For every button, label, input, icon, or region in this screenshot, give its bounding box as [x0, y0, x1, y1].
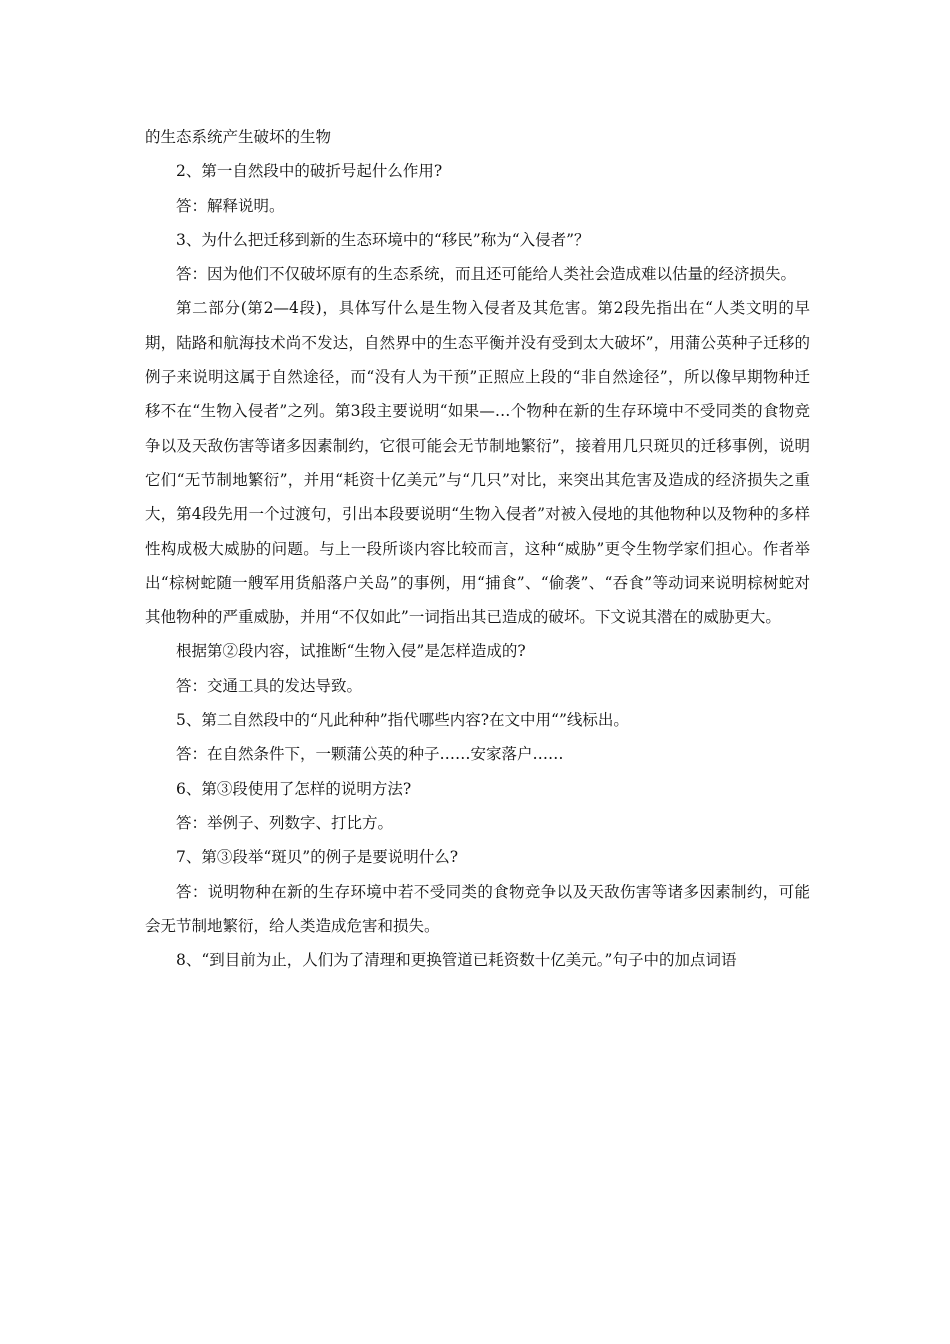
answer-4: 答：交通工具的发达导致。 — [176, 676, 363, 695]
question-7: 7、第③段举“斑贝”的例子是要说明什么? — [176, 848, 459, 867]
question-2: 2、第一自然段中的破折号起什么作用? — [176, 162, 443, 181]
part-two-analysis: 第二部分(第2—4段)，具体写什么是生物入侵者及其危害。第2段先指出在“人类文明的早期，陆路和航海技术尚不发达，自然界中的生态平衡并没有受到太大破坏”，用蒲公英种子迁移的例子来说明这属于自然途径，而“没有人为干预”正照应上段的“非自然途径”，所以像早期物种迁移不在“生物入侵者”之列。第3段主要说明“如果—…个物种在新的生存环境中不受同类的食物竞争以及天敌伤害等诸多因素制约，它很可能会无节制地繁衍”，接着用几只斑贝的迁移事例，说明它们“无节制地繁衍”，并用“耗资十亿美元”与“几只”对比，来突出其危害及造成的经济损失之重大，第4段先用一个过渡句，引出本段要说明“生物入侵者”对被入侵地的其他物种以及物种的多样性构成极大威胁的问题。与上一段所谈内容比较而言，这种“威胁”更令生物学家们担心。作者举出“棕树蛇随一艘军用货船落户关岛”的事例，用“捕食”、“偷袭”、“吞食”等动词来说明棕树蛇对其他物种的严重威胁，并用“不仅如此”一词指出其已造成的破坏。下文说其潜在的威胁更大。 — [145, 299, 810, 627]
answer-5: 答：在自然条件下，一颗蒲公英的种子……安家落户…… — [176, 745, 564, 764]
document-body — [145, 120, 810, 977]
question-6: 6、第③段使用了怎样的说明方法? — [176, 779, 412, 798]
question-3: 3、为什么把迁移到新的生态环境中的“移民”称为“入侵者”？ — [176, 230, 590, 249]
question-5: 5、第二自然段中的“凡此种种”指代哪些内容?在文中用“”线标出。 — [176, 711, 629, 730]
answer-7: 答：说明物种在新的生存环境中若不受同类的食物竞争以及天敌伤害等诸多因素制约，可能会无节制地繁衍，给人类造成危害和损失。 — [145, 882, 810, 935]
answer-3: 答：因为他们不仅破坏原有的生态系统，而且还可能给人类社会造成难以估量的经济损失。 — [176, 265, 797, 284]
paragraph-continuation: 的生态系统产生破坏的生物 — [145, 128, 332, 146]
question-8: 8、“到目前为止，人们为了清理和更换管道已耗资数十亿美元。”句子中的加点词语 — [176, 951, 737, 970]
answer-6: 答：举例子、列数字、打比方。 — [176, 813, 394, 832]
question-4: 根据第②段内容，试推断“生物入侵”是怎样造成的? — [176, 642, 526, 661]
answer-2: 答：解释说明。 — [176, 196, 285, 215]
